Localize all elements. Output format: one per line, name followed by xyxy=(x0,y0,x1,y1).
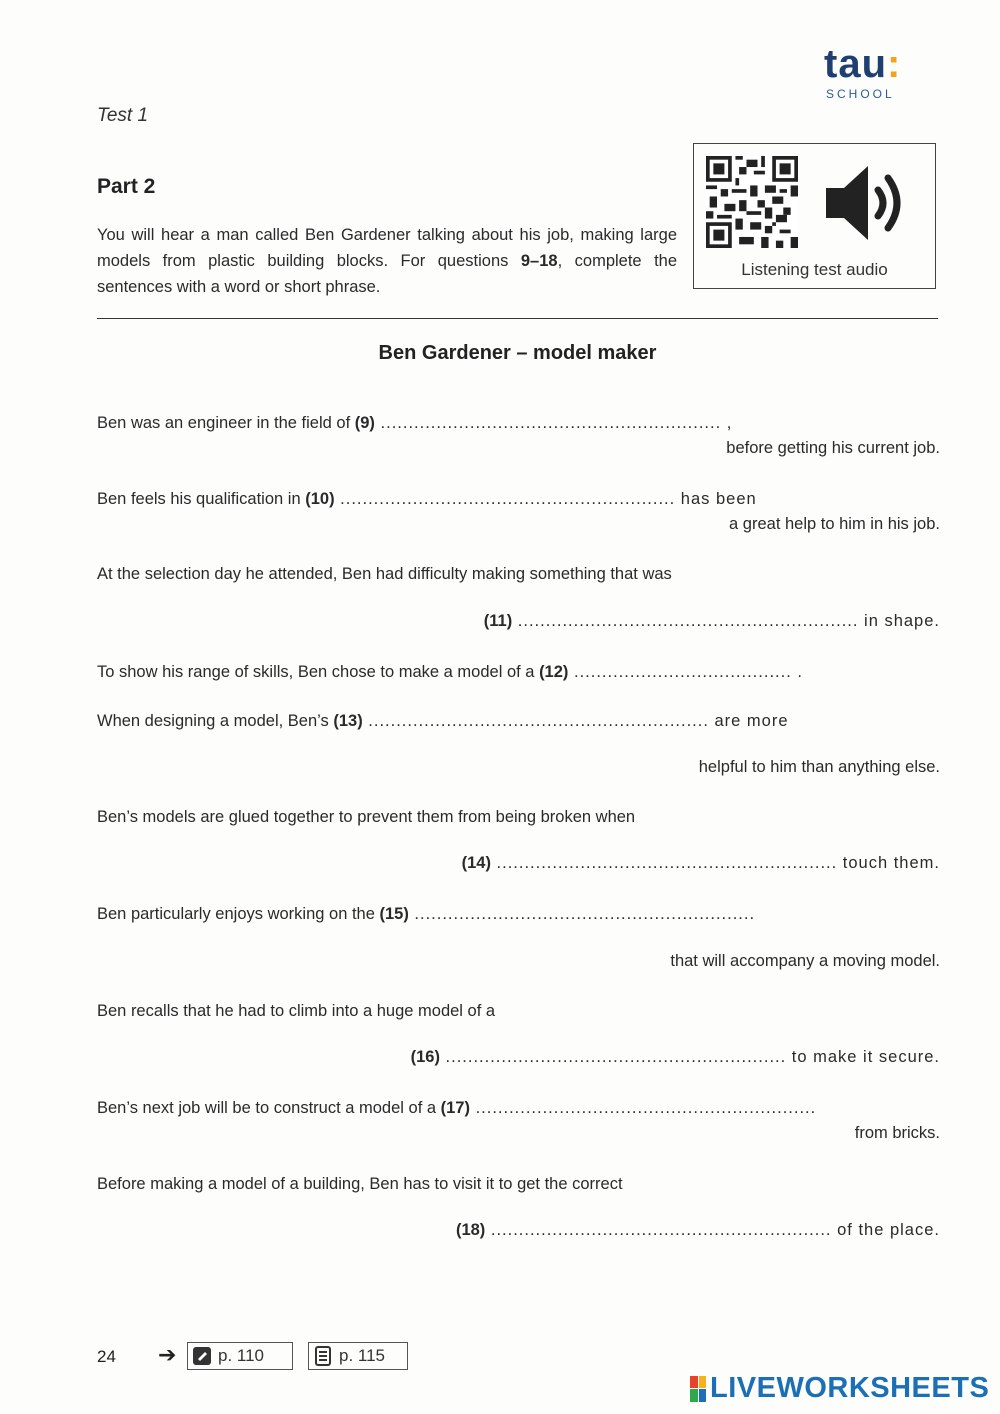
question-12: To show his range of skills, Ben chose to make a model of a (12) ....................................... . xyxy=(97,663,803,681)
liveworksheets-watermark: LIVEWORKSHEETS xyxy=(690,1372,989,1405)
question-13: When designing a model, Ben’s (13) ............................................................. are more xyxy=(97,712,789,730)
question-17-continuation: from bricks. xyxy=(854,1124,940,1142)
question-18-blank-line: (18) ............................................................. of the place. xyxy=(455,1221,940,1239)
speaker-icon[interactable] xyxy=(822,160,910,246)
answer-blank-12[interactable]: ....................................... . xyxy=(568,663,803,681)
question-15-continuation: that will accompany a moving model. xyxy=(670,952,940,970)
reference-1-label: p. 110 xyxy=(218,1346,265,1365)
reference-link-2[interactable] xyxy=(308,1342,408,1370)
book-icon xyxy=(192,1346,212,1366)
question-16-blank-line: (16) ............................................................. to make it secure. xyxy=(410,1048,940,1066)
tau-logo-subtitle: SCHOOL xyxy=(826,87,895,101)
audio-caption: Listening test audio xyxy=(741,260,888,279)
instructions: You will hear a man called Ben Gardener talking about his job, making large models from plastic building blocks. For questions 9–18, complete the sentences with a word or short phrase. xyxy=(97,226,678,296)
question-9: Ben was an engineer in the field of (9) ............................................................. , xyxy=(97,414,733,432)
part-title: Part 2 xyxy=(97,175,156,198)
liveworksheets-logo-icon xyxy=(690,1376,706,1402)
answer-blank-14[interactable]: ............................................................. touch them. xyxy=(490,854,940,872)
question-15: Ben particularly enjoys working on the (15) ............................................................. xyxy=(97,905,756,923)
answer-blank-18[interactable]: ............................................................. of the place. xyxy=(485,1221,940,1239)
question-11-blank-line: (11) ............................................................. in shape. xyxy=(483,612,940,630)
listening-audio-box[interactable] xyxy=(693,143,936,289)
reference-link-1[interactable] xyxy=(187,1342,293,1370)
answer-blank-16[interactable]: ............................................................. to make it secure. xyxy=(439,1048,940,1066)
answer-blank-17[interactable]: ............................................................. xyxy=(469,1099,817,1117)
answer-blank-11[interactable]: ............................................................. in shape. xyxy=(512,612,940,630)
question-9-continuation: before getting his current job. xyxy=(726,439,940,457)
answer-blank-10[interactable]: ............................................................ has been xyxy=(334,490,757,508)
question-10: Ben feels his qualification in (10) ............................................................ has been xyxy=(97,490,757,508)
question-14-blank-line: (14) ............................................................. touch them. xyxy=(461,854,940,872)
worksheet-title: Ben Gardener – model maker xyxy=(378,342,657,364)
question-18: Before making a model of a building, Ben has to visit it to get the correct xyxy=(97,1175,623,1193)
document-icon xyxy=(313,1346,333,1366)
arrow-right-icon: ➔ xyxy=(158,1342,177,1367)
qr-code-icon[interactable] xyxy=(706,156,798,248)
answer-blank-9[interactable]: ............................................................. , xyxy=(374,414,733,432)
question-11: At the selection day he attended, Ben had difficulty making something that was xyxy=(97,565,672,583)
reference-2-label: p. 115 xyxy=(339,1346,386,1365)
page-number: 24 xyxy=(97,1347,116,1366)
tau-logo: tau: xyxy=(824,42,902,86)
answer-blank-13[interactable]: ............................................................. are more xyxy=(362,712,789,730)
question-16: Ben recalls that he had to climb into a huge model of a xyxy=(97,1002,496,1020)
answer-blank-15[interactable]: ............................................................. xyxy=(408,905,756,923)
test-label: Test 1 xyxy=(97,105,149,126)
question-10-continuation: a great help to him in his job. xyxy=(729,515,940,533)
question-17: Ben’s next job will be to construct a model of a (17) ............................................................. xyxy=(97,1099,817,1117)
question-14: Ben’s models are glued together to prevent them from being broken when xyxy=(97,808,636,826)
divider xyxy=(97,318,938,319)
question-13-continuation: helpful to him than anything else. xyxy=(698,758,940,776)
